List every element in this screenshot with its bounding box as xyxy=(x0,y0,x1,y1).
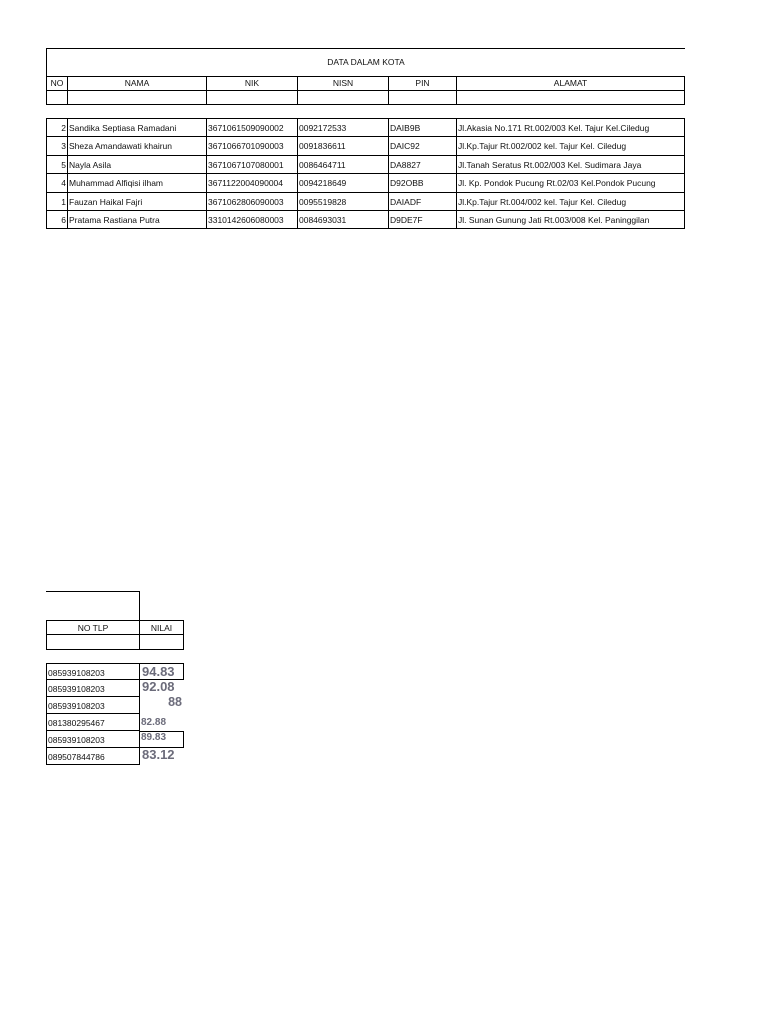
cell-nilai xyxy=(140,714,184,731)
cell-nik: 3671122004090004 xyxy=(207,174,298,192)
blank-cell xyxy=(389,91,457,105)
divider xyxy=(46,591,140,592)
blank-cell xyxy=(68,91,207,105)
cell-alamat: Jl.Akasia No.171 Rt.002/003 Kel. Tajur Kel.Ciledug xyxy=(457,119,685,137)
cell-nama: Fauzan Haikal Fajri xyxy=(68,193,207,211)
table-title-row xyxy=(46,48,685,76)
nilai-value: 92.08 xyxy=(142,679,175,694)
cell-no: 5 xyxy=(46,156,68,174)
header-nik: NIK xyxy=(207,77,298,91)
header-nilai: NILAI xyxy=(140,620,184,635)
cell-nisn: 0092172533 xyxy=(298,119,389,137)
data-dalam-kota-table xyxy=(46,48,685,229)
cell-nama: Sandika Septiasa Ramadani xyxy=(68,119,207,137)
cell-nilai xyxy=(140,748,184,765)
header-nama: NAMA xyxy=(68,77,207,91)
header-alamat: ALAMAT xyxy=(457,77,685,91)
cell-no-tlp: 089507844786 xyxy=(46,748,140,765)
cell-no: 3 xyxy=(46,137,68,155)
cell-nisn: 0091836611 xyxy=(298,137,389,155)
table-header-row xyxy=(46,620,184,635)
cell-alamat: Jl. Kp. Pondok Pucung Rt.02/03 Kel.Pondok Pucung xyxy=(457,174,685,192)
nilai-value: 82.88 xyxy=(141,717,167,728)
blank-cell xyxy=(46,91,68,105)
cell-nik: 3310142606080003 xyxy=(207,211,298,229)
header-nisn: NISN xyxy=(298,77,389,91)
nilai-value: 88 xyxy=(168,695,182,709)
cell-pin: DAIB9B xyxy=(389,119,457,137)
blank-row xyxy=(46,635,184,650)
cell-nilai xyxy=(140,697,184,714)
cell-nisn: 0094218649 xyxy=(298,174,389,192)
header-no-tlp: NO TLP xyxy=(46,620,140,635)
cell-no-tlp: 081380295467 xyxy=(46,714,140,731)
cell-nisn: 0084693031 xyxy=(298,211,389,229)
blank-cell xyxy=(46,635,140,650)
cell-pin: DAIC92 xyxy=(389,137,457,155)
nilai-value: 89.83 xyxy=(141,732,167,743)
cell-nama: Nayla Asila xyxy=(68,156,207,174)
blank-cell xyxy=(140,635,184,650)
cell-no-tlp: 085939108203 xyxy=(46,680,140,697)
header-pin: PIN xyxy=(389,77,457,91)
cell-nilai xyxy=(140,663,184,680)
cell-pin: D9DE7F xyxy=(389,211,457,229)
cell-alamat: Jl.Kp.Tajur Rt.002/002 kel. Tajur Kel. Ciledug xyxy=(457,137,685,155)
nilai-value: 94.83 xyxy=(142,664,175,679)
cell-no: 1 xyxy=(46,193,68,211)
cell-alamat: Jl.Kp.Tajur Rt.004/002 kel. Tajur Kel. Ciledug xyxy=(457,193,685,211)
table-body xyxy=(46,663,184,765)
cell-nik: 3671062806090003 xyxy=(207,193,298,211)
divider xyxy=(139,591,140,620)
cell-no: 2 xyxy=(46,119,68,137)
cell-pin: DA8827 xyxy=(389,156,457,174)
cell-nisn: 0095519828 xyxy=(298,193,389,211)
cell-nama: Pratama Rastiana Putra xyxy=(68,211,207,229)
nilai-value: 83.12 xyxy=(142,747,175,762)
cell-nik: 3671066701090003 xyxy=(207,137,298,155)
table-header-row xyxy=(46,76,685,91)
no-tlp-nilai-table xyxy=(46,591,184,765)
cell-no-tlp: 085939108203 xyxy=(46,697,140,714)
cell-no-tlp: 085939108203 xyxy=(46,731,140,748)
cell-alamat: Jl.Tanah Seratus Rt.002/003 Kel. Sudimara Jaya xyxy=(457,156,685,174)
cell-pin: DAIADF xyxy=(389,193,457,211)
blank-cell xyxy=(207,91,298,105)
cell-alamat: Jl. Sunan Gunung Jati Rt.003/008 Kel. Paninggilan xyxy=(457,211,685,229)
table-title: DATA DALAM KOTA xyxy=(327,57,405,67)
cell-nik: 3671067107080001 xyxy=(207,156,298,174)
header-no: NO xyxy=(46,77,68,91)
cell-nik: 3671061509090002 xyxy=(207,119,298,137)
cell-nilai xyxy=(140,731,184,748)
cell-nama: Sheza Amandawati khairun xyxy=(68,137,207,155)
cell-nama: Muhammad Alfiqisi ilham xyxy=(68,174,207,192)
table-top-border xyxy=(46,591,184,620)
cell-pin: D92OBB xyxy=(389,174,457,192)
table-body xyxy=(46,118,685,229)
cell-nisn: 0086464711 xyxy=(298,156,389,174)
cell-no: 4 xyxy=(46,174,68,192)
blank-cell xyxy=(457,91,685,105)
cell-no: 6 xyxy=(46,211,68,229)
blank-cell xyxy=(298,91,389,105)
blank-row xyxy=(46,91,685,105)
cell-no-tlp: 085939108203 xyxy=(46,663,140,680)
